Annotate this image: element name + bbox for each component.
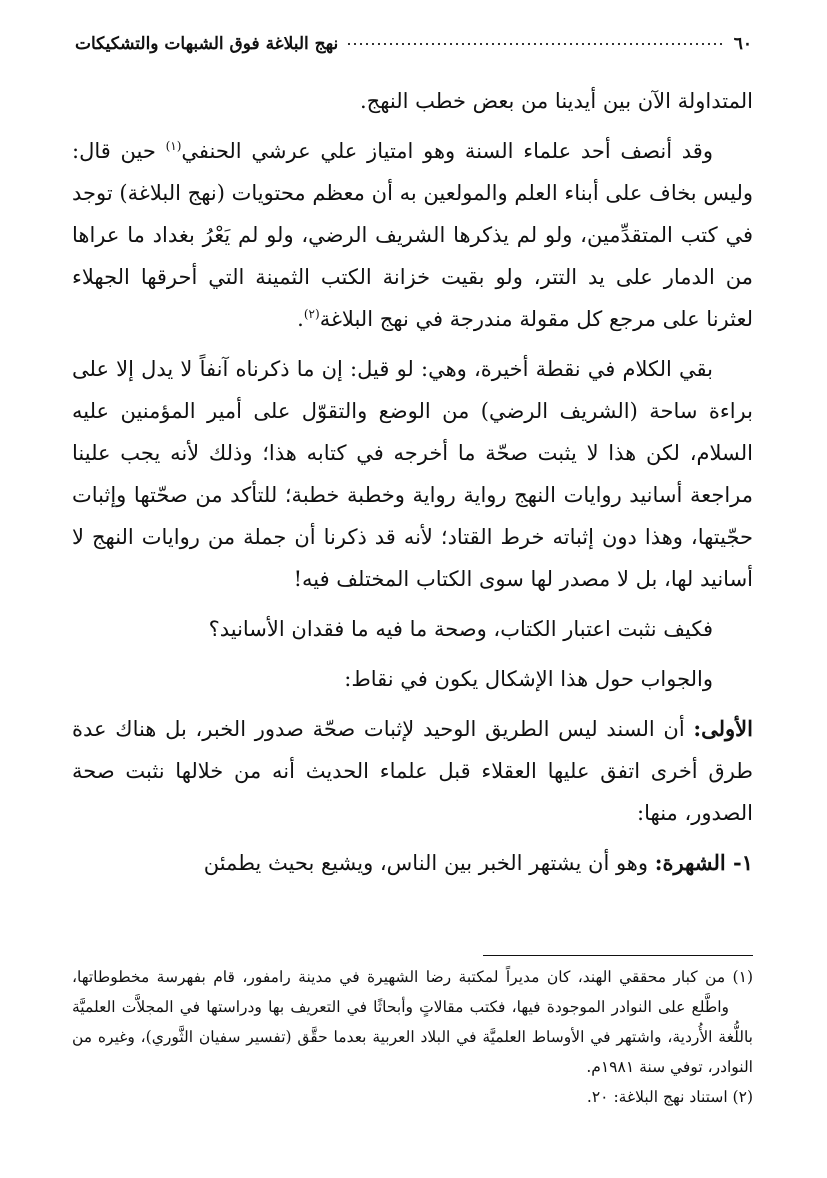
paragraph-7-text: وهو أن يشتهر الخبر بين الناس، ويشيع بحيث يطمئن [203, 851, 655, 875]
header-dot-leader [346, 43, 726, 45]
footnote-ref-1[interactable]: (١) [165, 139, 182, 153]
footnote-1-first-line: (١) من كبار محققي الهند، كان مديراً لمكتبة رضا الشهيرة في مدينة رامفور، قام بفهرسة مخطوطاتها، [72, 968, 753, 986]
paragraph-5: والجواب حول هذا الإشكال يكون في نقاط: [344, 667, 713, 691]
footnote-1-continuation: واطَّلع على النوادر الموجودة فيها، فكتب مقالاتٍ وأبحاثًا في التعريف بها ودراستها في المجلاَّت العلميَّة باللُّغة الأُردية، واشتهر في الأوساط العلميَّة في البلاد العربية بعدما حقَّق (تفسير سفيان الثَّوري)، وغيره من النوادر، توفي سنة ١٩٨١م. [72, 998, 753, 1076]
footnote-1 [72, 962, 753, 1082]
footnote-ref-2[interactable]: (٢) [303, 307, 320, 321]
book-title: نهج البلاغة فوق الشبهات والتشكيكات [75, 34, 339, 54]
paragraph-2-part-b: حين قال: وليس بخاف على أبناء العلم والمولعين به أن معظم محتويات (نهج البلاغة) توجد في كتب المتقدِّمين، ولو لم يذكرها الشريف الرضي، ولو لم يَعْرُ بغداد ما عراها من الدمار على يد التتر، ولو بقيت خزانة الكتب الثمينة التي أحرقها الجهلاء لعثرنا على مرجع كل مقولة مندرجة في نهج البلاغة [72, 139, 753, 331]
paragraph-2 [72, 130, 753, 340]
footnote-2: (٢) استناد نهج البلاغة: ٢٠. [586, 1088, 753, 1106]
paragraph-2-part-c: . [297, 307, 304, 331]
running-header [75, 30, 752, 58]
paragraph-7 [72, 842, 753, 884]
paragraph-3: بقي الكلام في نقطة أخيرة، وهي: لو قيل: إن ما ذكرناه آنفاً لا يدل إلا على براءة ساحة (الشريف الرضي) من الوضع والتقوّل على أمير المؤمنين عليه السلام، لكن هذا لا يثبت صحّة ما أخرجه في كتابه هذا؛ وذلك لأنه يجب علينا مراجعة أسانيد روايات النهج رواية رواية وخطبة خطبة؛ للتأكد من صحّتها وإثبات حجّيتها، وهذا دون إثباته خرط القتاد؛ لأنه قد ذكرنا أن جملة من روايات النهج لا أسانيد لها، بل لا مصدر لها سوى الكتاب المختلف فيه! [72, 357, 753, 591]
paragraph-2-part-a: وقد أنصف أحد علماء السنة وهو امتياز علي عرشي الحنفي [181, 139, 713, 163]
paragraph-4: فكيف نثبت اعتبار الكتاب، وصحة ما فيه ما فقدان الأسانيد؟ [208, 617, 713, 641]
point-label-first: الأولى: [693, 716, 753, 741]
paragraph-1: المتداولة الآن بين أيدينا من بعض خطب النهج. [359, 89, 753, 113]
point-label-fame: ١- الشهرة: [654, 850, 753, 875]
paragraph-6-text: أن السند ليس الطريق الوحيد لإثبات صحّة صدور الخبر، بل هناك عدة طرق أخرى اتفق عليها العقلاء قبل علماء الحديث أنه من خلالها نثبت صحة الصدور، منها: [72, 717, 753, 825]
page-number: ٦٠ [733, 34, 752, 54]
footnote-separator [483, 955, 753, 956]
main-text [72, 80, 753, 884]
footnotes [72, 962, 753, 1112]
paragraph-6 [72, 708, 753, 834]
